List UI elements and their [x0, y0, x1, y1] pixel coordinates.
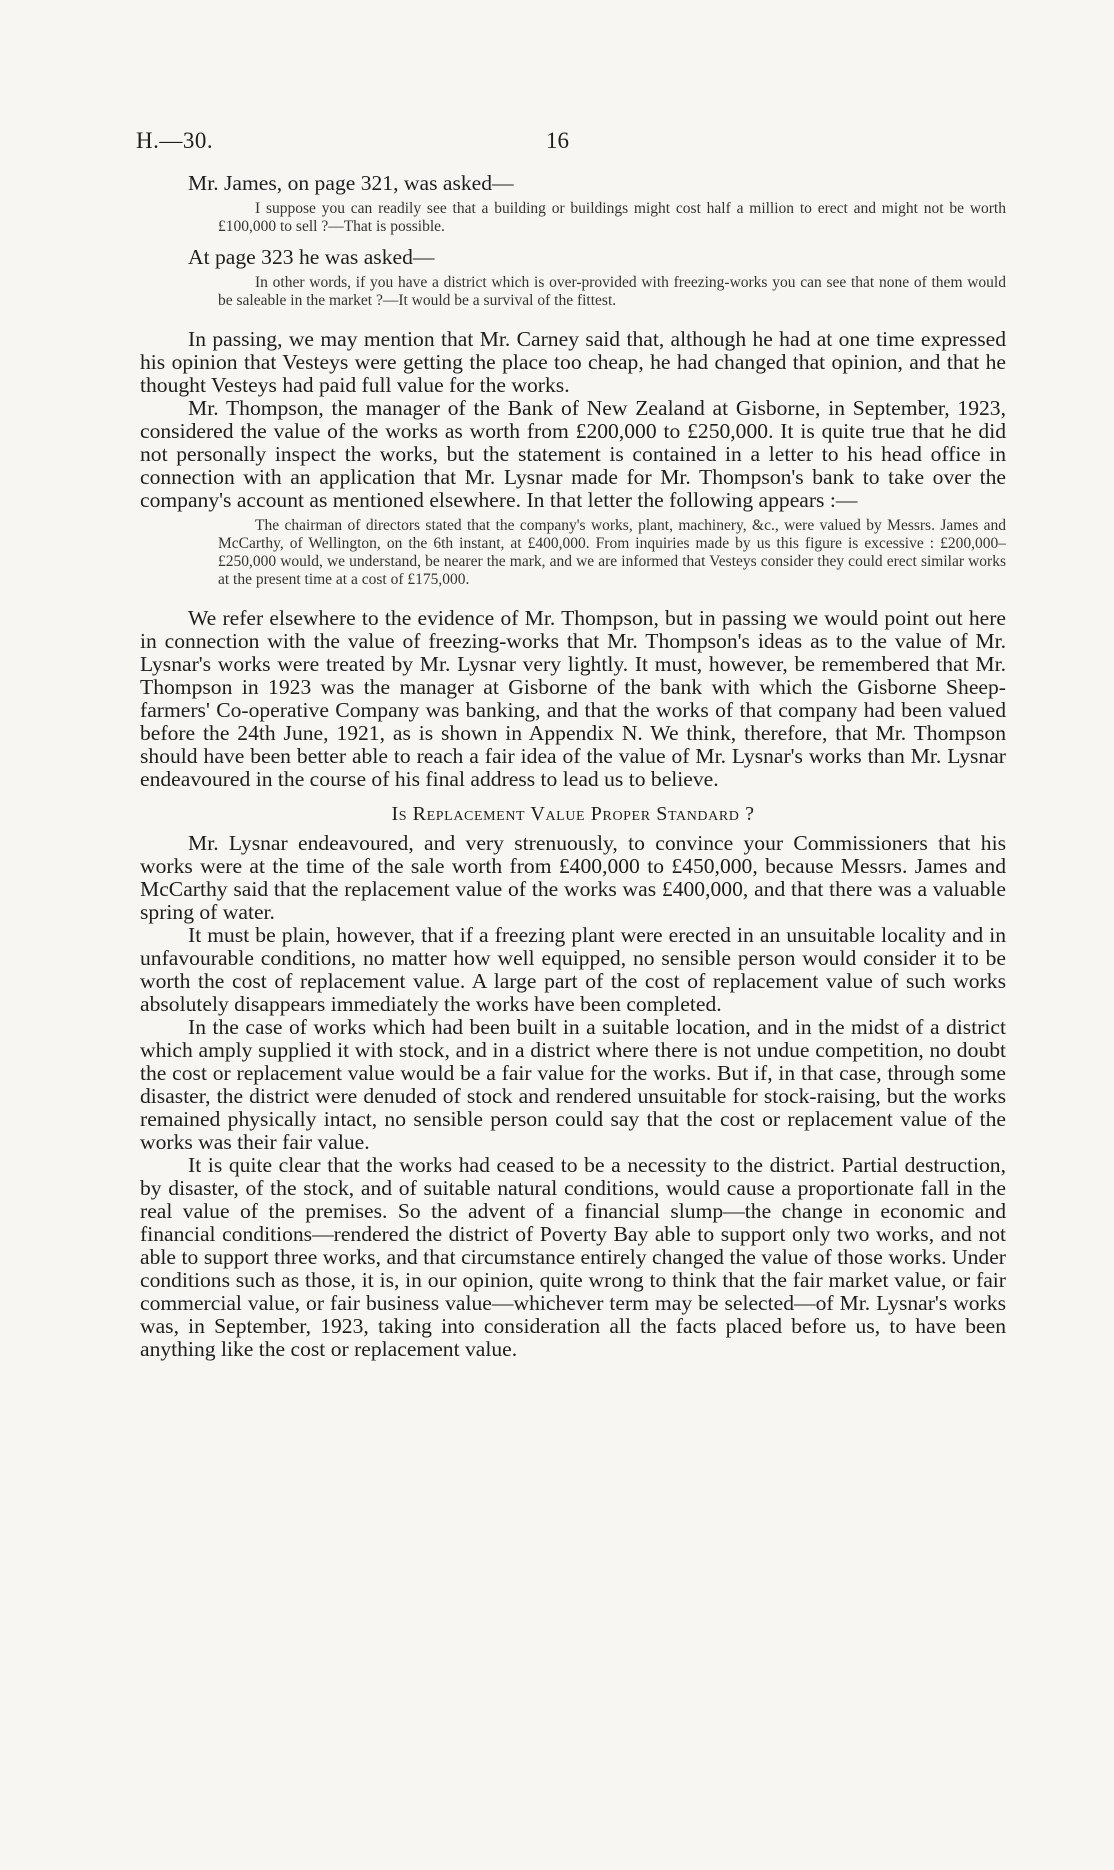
paragraph-unsuitable-locality: It must be plain, however, that if a freezing plant were erected in an unsuitable locality and in unfavourable conditions, no matter how well equipped, no sensible person would consider it to be worth the cost of replacement value. A large part of the cost of replacement value of such works absolutely disappears immediately the works have been completed.	[140, 923, 1006, 1016]
intro-james-page-321: Mr. James, on page 321, was asked—	[188, 171, 514, 195]
page-number: 16	[546, 128, 569, 153]
page-header	[136, 128, 976, 160]
section-heading-text: Is Replacement Value Proper Standard ?	[391, 803, 755, 825]
intro-james-page-323: At page 323 he was asked—	[188, 245, 435, 269]
quote-james-page-323: In other words, if you have a district which is over-provided with freezing-works you can see that none of them would be saleable in the market ?—It would be a survival of the fittest.	[218, 274, 1006, 309]
paragraph-thompson-evidence: We refer elsewhere to the evidence of Mr. Thompson, but in passing we would point out here in connection with the value of freezing-works that Mr. Thompson's ideas as to the value of Mr. Lysnar's works were treated by Mr. Lysnar very lightly. It must, however, be remembered that Mr. Thompson in 1923 was the manager at Gisborne of the bank with which the Gisborne Sheep-farmers' Co-operative Company was banking, and that the works of that company had been valued before the 24th June, 1921, as is shown in Appendix N. We think, therefore, that Mr. Thompson should have been better able to reach a fair idea of the value of Mr. Lysnar's works than Mr. Lysnar endeavoured in the course of his final address to lead us to believe.	[140, 606, 1006, 791]
paragraph-suitable-location: In the case of works which had been built in a suitable location, and in the midst of a district which amply supplied it with stock, and in a district where there is not undue competition, no doubt the cost or replacement value would be a fair value for the works. But if, in that case, through some disaster, the district were denuded of stock and rendered unsuitable for stock-raising, but the works remained physically intact, no sensible person could say that the cost or replacement value of the works was their fair value.	[140, 1015, 1006, 1154]
section-heading	[140, 803, 1006, 826]
document-reference: H.—30.	[136, 128, 214, 153]
paragraph-conclusion: It is quite clear that the works had ceased to be a necessity to the district. Partial destruction, by disaster, of the stock, and of suitable natural conditions, would cause a proportionate fall in the real value of the premises. So the advent of a financial slump—the change in economic and financial conditions—rendered the district of Poverty Bay able to support only two works, and not able to support three works, and that circumstance entirely changed the value of those works. Under conditions such as those, it is, in our opinion, quite wrong to think that the fair market value, or fair commercial value, or fair business value—whichever term may be selected—of Mr. Lysnar's works was, in September, 1923, taking into consideration all the facts placed before us, to have been anything like the cost or replacement value.	[140, 1153, 1006, 1361]
quote-thompson-letter: The chairman of directors stated that the company's works, plant, machinery, &c., were valued by Messrs. James and McCarthy, of Wellington, on the 6th instant, at £400,000. From inquiries made by us this figure is excessive : £200,000–£250,000 would, we understand, be nearer the mark, and we are informed that Vesteys consider they could erect similar works at the present time at a cost of £175,000.	[218, 517, 1006, 588]
quote-james-page-321: I suppose you can readily see that a building or buildings might cost half a million to erect and might not be worth £100,000 to sell ?—That is possible.	[218, 200, 1006, 235]
paragraph-lysnar-claim: Mr. Lysnar endeavoured, and very strenuously, to convince your Commissioners that his works were at the time of the sale worth from £400,000 to £450,000, because Messrs. James and McCarthy said that the replacement value of the works was £400,000, and that there was a valuable spring of water.	[140, 831, 1006, 924]
paragraph-thompson-valuation: Mr. Thompson, the manager of the Bank of New Zealand at Gisborne, in September, 1923, considered the value of the works as worth from £200,000 to £250,000. It is quite true that he did not personally inspect the works, but the statement is contained in a letter to his head office in connection with an application that Mr. Lysnar made for Mr. Thompson's bank to take over the company's account as mentioned elsewhere. In that letter the following appears :—	[140, 396, 1006, 512]
document-body	[140, 172, 1006, 1361]
paragraph-carney: In passing, we may mention that Mr. Carney said that, although he had at one time expressed his opinion that Vesteys were getting the place too cheap, he had changed that opinion, and that he thought Vesteys had paid full value for the works.	[140, 327, 1006, 397]
